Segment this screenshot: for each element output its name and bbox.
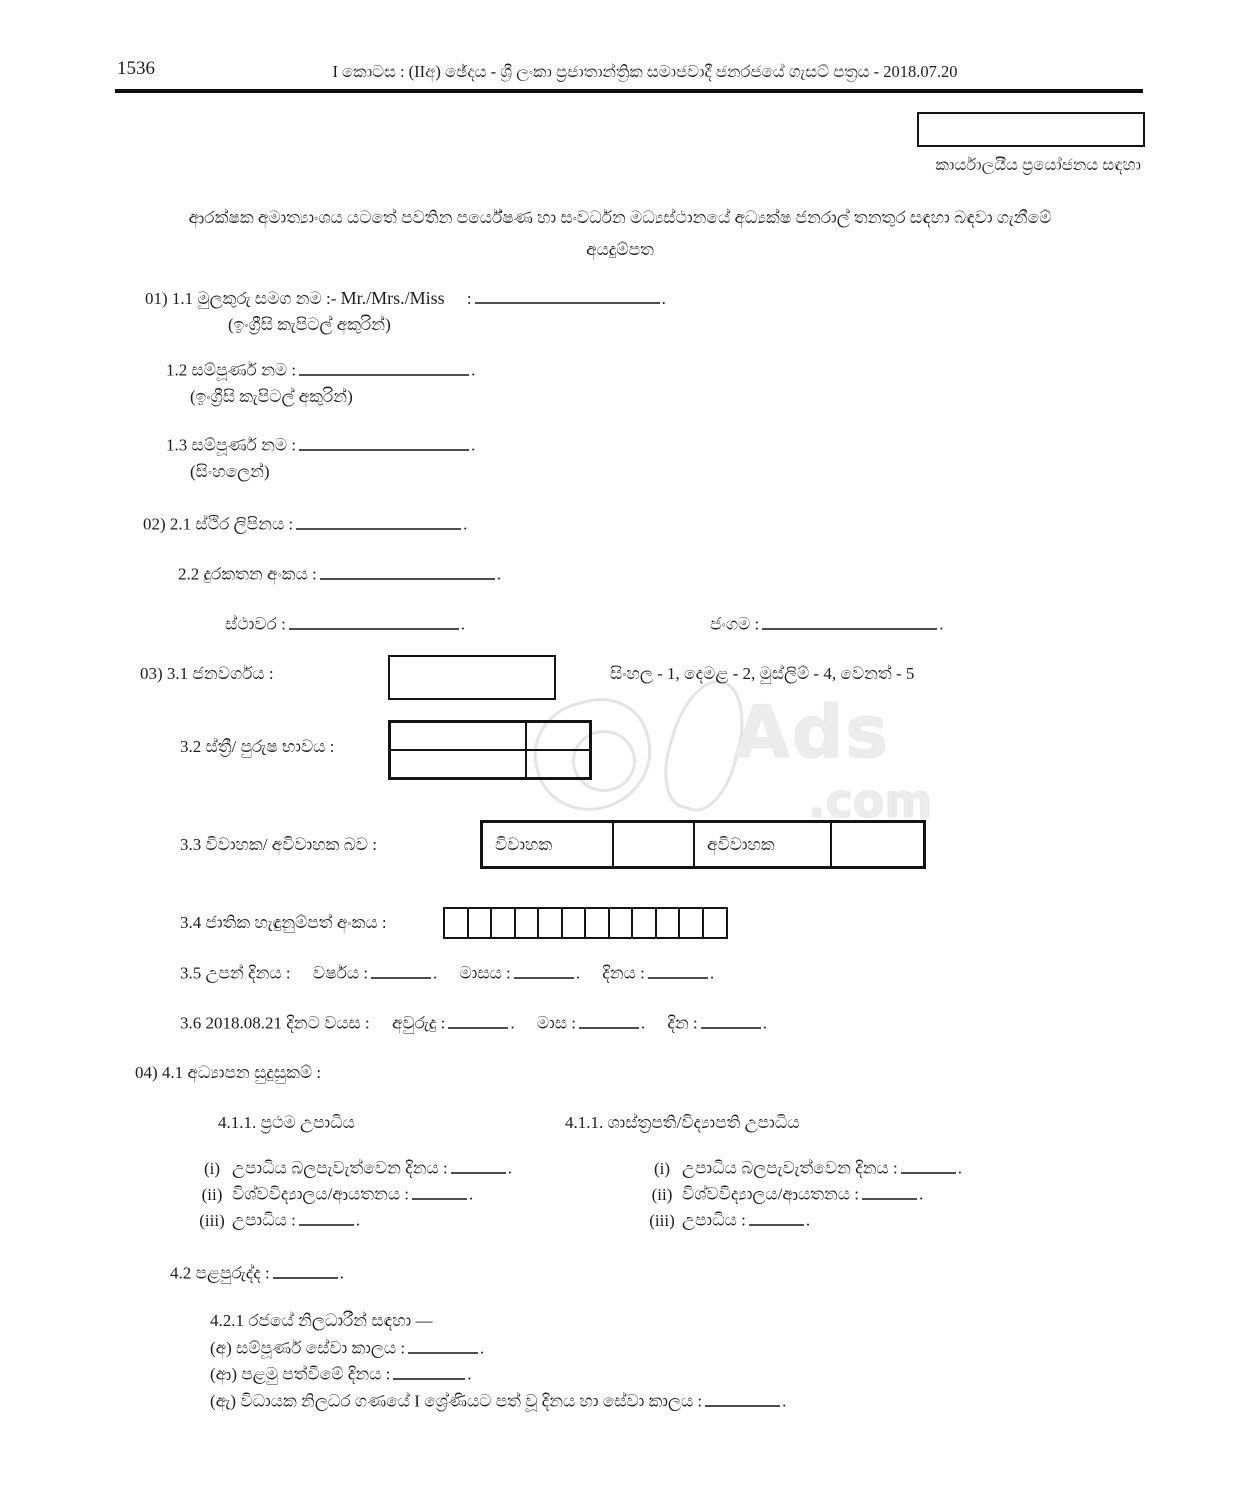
field-initials-label: 01) 1.1 මුලකුරු සමග නම :- [145,289,337,308]
nic-cell-grid[interactable] [443,907,728,939]
office-use-label: කාර්යාලයීය ප්‍රයෝජනය සඳහා [935,155,1141,174]
postgrad-row-i: (i) උපාධිය බලපැවැත්වෙන දිනය : . [653,1158,962,1178]
field-permanent-address: 02) 2.1 ස්ථිර ලිපිනය : . [143,514,468,534]
nic-cell[interactable] [443,907,469,939]
field-birth-date: 3.5 උපන් දිනය : වර්ෂය : . මාසය : . දිනය : . [180,963,715,983]
field-first-appointment: (ආ) පළමු පත්වීමේ දිනය : . [210,1364,472,1384]
nic-cell[interactable] [655,907,681,939]
total-service-blank-line[interactable] [408,1338,478,1354]
ethnicity-entry-box[interactable] [388,655,556,700]
field-nic-label: 3.4 ජාතික හැඳුනුම්පත් අංකය : [180,913,387,932]
govt-officers-heading: 4.2.1 රජයේ නිලධාරීන් සඳහා — [210,1311,433,1330]
field-initials-name: 01) 1.1 මුලකුරු සමග නම :- Mr./Mrs./Miss : . [145,288,666,308]
postgrad-university-blank-line[interactable] [862,1184,917,1200]
married-tick-cell[interactable] [614,823,695,866]
nic-cell[interactable] [537,907,563,939]
watermark [528,682,968,842]
postgrad-row-ii: (ii) විශ්වවිද්‍යාලය/ආයතනය : . [651,1184,924,1204]
phone-fixed-blank-line[interactable] [289,614,459,630]
nic-cell[interactable] [631,907,657,939]
nic-cell[interactable] [514,907,540,939]
initials-name-blank-line[interactable] [475,288,660,304]
first-degree-row-ii: (ii) විශ්වවිද්‍යාලය/ආයතනය : . [201,1184,474,1204]
phone-mobile-blank-line[interactable] [762,614,937,630]
first-degree-university-blank-line[interactable] [412,1184,467,1200]
field-initials-note: (ඉංග්‍රීසි කැපිටල් අකුරින්) [228,315,391,334]
field-full-name-si: 1.3 සම්පූර්ණ නම : . [166,435,476,455]
gazette-header: I කොටස : (IIඅ) ඡේදය - ශ්‍රී ලංකා ප්‍රජාතාන්ත්‍රික සමාජවාදී ජනරජයේ ගැසට් පත්‍රය - 2018.07.20 [332,62,958,81]
unmarried-cell: අවිවාහක [695,823,832,866]
grade-one-date-blank-line[interactable] [705,1391,780,1407]
field-marital-label: 3.3 විවාහක/ අවිවාහක බව : [180,835,377,854]
ethnicity-options: සිංහල - 1, දෙමළ - 2, මුස්ලිම් - 4, වෙනත් - 5 [610,664,915,683]
nic-cell[interactable] [561,907,587,939]
field-phone-number: 2.2 දුරකතන අංකය : . [178,564,502,584]
salutation-label: Mr./Mrs./Miss [340,288,445,308]
postgrad-name-blank-line[interactable] [749,1210,804,1226]
education-heading: 04) 4.1 අධ්‍යාපන සුදුසුකම් : [135,1063,322,1082]
field-phone-fixed: ස්ථාවර : . [225,614,466,634]
field-full-name-en-note: (ඉංග්‍රීසි කැපිටල් අකුරින්) [190,387,353,406]
first-degree-name-blank-line[interactable] [299,1210,354,1226]
form-title-line1: ආරක්ෂක අමාත්‍යාංශය යටතේ පවතින පර්යේෂණ හා සංවර්ධන මධ්‍යස්ථානයේ අධ්‍යක්ෂ ජනරාල් තනතුර සඳහා බඳවා ගැනීමේ [188,208,1052,227]
office-use-box[interactable] [917,112,1145,147]
header-rule [115,89,1143,93]
field-ethnicity-label: 03) 3.1 ජනවර්ගය : [140,664,274,683]
permanent-address-blank-line[interactable] [296,514,461,530]
field-age-on-date: 3.6 2018.08.21 දිනට වයස : අවුරුදු : . මාස : . දින : . [180,1013,767,1033]
nic-cell[interactable] [608,907,634,939]
age-years-blank-line[interactable] [448,1013,508,1029]
field-full-name-en: 1.2 සම්පූර්ණ නම : . [166,360,476,380]
birth-day-blank-line[interactable] [648,963,708,979]
postgrad-row-iii: (iii) උපාධිය : . [649,1210,811,1230]
phone-number-blank-line[interactable] [320,564,495,580]
postgrad-date-blank-line[interactable] [901,1158,956,1174]
field-full-name-si-note: (සිංහලෙන්) [190,462,270,481]
experience-blank-line[interactable] [273,1263,338,1279]
form-title-line2: අයදුම්පත [586,240,654,259]
age-days-blank-line[interactable] [701,1013,761,1029]
first-degree-title: 4.1.1. ප්‍රථම උපාධිය [218,1113,355,1132]
age-months-blank-line[interactable] [579,1013,639,1029]
gender-entry-table[interactable] [388,720,592,780]
postgraduate-degree-title: 4.1.1. ශාස්ත්‍රපති/විද්‍යාපති උපාධිය [565,1113,800,1132]
first-degree-row-iii: (iii) උපාධිය : . [199,1210,361,1230]
field-total-service: (අ) සම්පූර්ණ සේවා කාලය : . [210,1338,485,1358]
nic-cell[interactable] [467,907,493,939]
married-cell: විවාහක [483,823,614,866]
first-appointment-blank-line[interactable] [393,1364,465,1380]
nic-cell[interactable] [584,907,610,939]
marital-entry-table [480,820,926,869]
field-grade-one-date: (ඇ) විධායක නිලධර ගණයේ I ශ්‍රේණියට පත් වූ දිනය හා සේවා කාලය : . [210,1391,787,1411]
nic-cell[interactable] [702,907,728,939]
birth-year-blank-line[interactable] [371,963,431,979]
watermark-ads-text: Ads [734,690,891,774]
first-degree-row-i: (i) උපාධිය බලපැවැත්වෙන දිනය : . [203,1158,512,1178]
birth-month-blank-line[interactable] [514,963,574,979]
unmarried-tick-cell[interactable] [832,823,923,866]
nic-cell[interactable] [490,907,516,939]
full-name-en-blank-line[interactable] [299,360,469,376]
page-number: 1536 [117,58,155,79]
field-gender-label: 3.2 ස්ත්‍රී/ පුරුෂ භාවය : [180,737,335,756]
full-name-si-blank-line[interactable] [299,435,469,451]
field-phone-mobile: ජංගම : . [710,614,944,634]
field-experience: 4.2 පළපුරුද්ද : . [170,1263,345,1283]
gender-table-horizontal-divider [391,749,589,751]
first-degree-date-blank-line[interactable] [451,1158,506,1174]
watermark-com-text: .com [808,774,933,828]
nic-cell[interactable] [678,907,704,939]
